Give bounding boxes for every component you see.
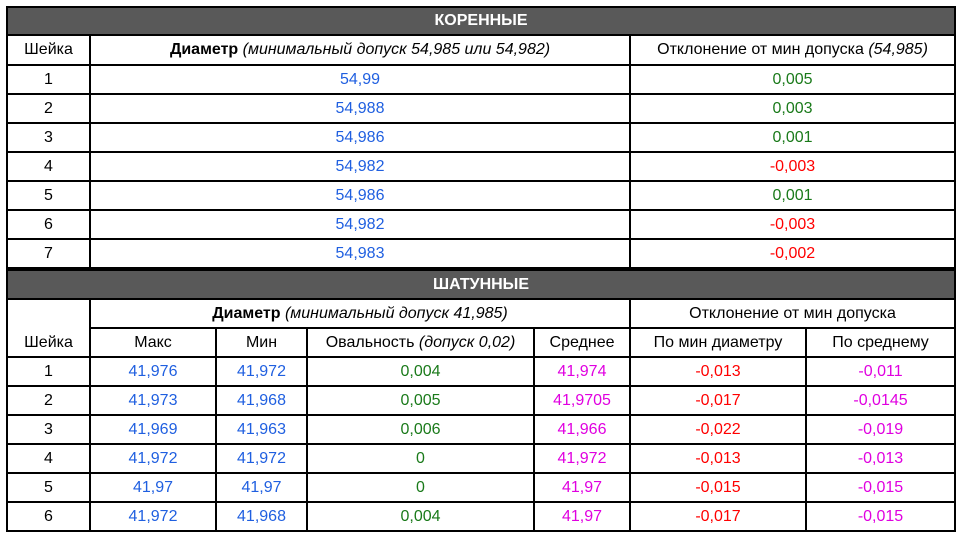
main-header-diameter-label: Диаметр [169, 41, 239, 58]
main-header-deviation-tolerance: (54,985) [868, 41, 928, 58]
deviation-by-avg-value: -0,011 [806, 357, 955, 386]
deviation-value: -0,003 [630, 152, 955, 181]
deviation-value: -0,002 [630, 239, 955, 268]
journal-number: 3 [7, 415, 90, 444]
max-diameter-value: 41,972 [90, 502, 216, 531]
diameter-value: 54,99 [90, 65, 630, 94]
deviation-by-min-value: -0,013 [630, 357, 806, 386]
deviation-by-avg-value: -0,019 [806, 415, 955, 444]
ovality-value: 0,004 [307, 502, 534, 531]
rod-journals-table [6, 269, 956, 532]
table-row [7, 357, 955, 386]
diameter-value: 54,986 [90, 181, 630, 210]
journal-number: 7 [7, 239, 90, 268]
rod-header-diameter-label: Диаметр [212, 304, 281, 322]
min-diameter-value: 41,968 [216, 502, 307, 531]
journal-number: 2 [7, 386, 90, 415]
max-diameter-value: 41,97 [90, 473, 216, 502]
deviation-value: -0,003 [630, 210, 955, 239]
deviation-by-min-value: -0,013 [630, 444, 806, 473]
rod-header-ovality-tolerance: (допуск 0,02) [418, 333, 516, 351]
rod-journals-title: ШАТУННЫЕ [7, 270, 955, 299]
main-header-deviation [630, 35, 955, 65]
deviation-by-min-value: -0,015 [630, 473, 806, 502]
deviation-value: 0,001 [630, 181, 955, 210]
table-row [7, 239, 955, 268]
average-diameter-value: 41,972 [534, 444, 630, 473]
max-diameter-value: 41,969 [90, 415, 216, 444]
journal-number: 5 [7, 181, 90, 210]
deviation-by-avg-value: -0,015 [806, 502, 955, 531]
journal-number: 5 [7, 473, 90, 502]
table-row [7, 502, 955, 531]
table-row [7, 386, 955, 415]
deviation-by-min-value: -0,022 [630, 415, 806, 444]
table-row [7, 152, 955, 181]
deviation-by-min-value: -0,017 [630, 502, 806, 531]
table-row [7, 415, 955, 444]
deviation-by-avg-value: -0,013 [806, 444, 955, 473]
main-journals-title: КОРЕННЫЕ [7, 7, 955, 35]
deviation-value: 0,003 [630, 94, 955, 123]
min-diameter-value: 41,963 [216, 415, 307, 444]
max-diameter-value: 41,972 [90, 444, 216, 473]
table-row [7, 473, 955, 502]
min-diameter-value: 41,972 [216, 444, 307, 473]
table-row [7, 181, 955, 210]
table-row [7, 123, 955, 152]
diameter-value: 54,983 [90, 239, 630, 268]
deviation-value: 0,005 [630, 65, 955, 94]
ovality-value: 0 [307, 473, 534, 502]
rod-header-deviation: Отклонение от мин допуска [630, 299, 955, 328]
rod-header-max: Макс [90, 328, 216, 357]
max-diameter-value: 41,973 [90, 386, 216, 415]
journal-number: 3 [7, 123, 90, 152]
rod-header-ovality-label: Овальность [325, 333, 415, 351]
rod-header-by-min: По мин диаметру [630, 328, 806, 357]
journal-number: 6 [7, 502, 90, 531]
average-diameter-value: 41,97 [534, 473, 630, 502]
rod-header-diameter [90, 299, 630, 328]
diameter-value: 54,988 [90, 94, 630, 123]
deviation-value: 0,001 [630, 123, 955, 152]
ovality-value: 0,004 [307, 357, 534, 386]
journal-number: 4 [7, 444, 90, 473]
rod-header-ovality [307, 328, 534, 357]
diameter-value: 54,982 [90, 152, 630, 181]
table-row [7, 94, 955, 123]
diameter-value: 54,986 [90, 123, 630, 152]
deviation-by-avg-value: -0,0145 [806, 386, 955, 415]
min-diameter-value: 41,972 [216, 357, 307, 386]
average-diameter-value: 41,9705 [534, 386, 630, 415]
diameter-value: 54,982 [90, 210, 630, 239]
rod-header-journal: Шейка [7, 299, 90, 357]
ovality-value: 0,006 [307, 415, 534, 444]
min-diameter-value: 41,97 [216, 473, 307, 502]
rod-header-by-avg: По среднему [806, 328, 955, 357]
main-header-diameter-tolerance: (минимальный допуск 54,985 или 54,982) [242, 41, 551, 58]
main-header-deviation-label: Отклонение от мин допуска [657, 41, 864, 58]
average-diameter-value: 41,966 [534, 415, 630, 444]
main-journals-table [6, 6, 956, 269]
average-diameter-value: 41,974 [534, 357, 630, 386]
journal-number: 6 [7, 210, 90, 239]
table-row [7, 444, 955, 473]
deviation-by-min-value: -0,017 [630, 386, 806, 415]
table-row [7, 210, 955, 239]
average-diameter-value: 41,97 [534, 502, 630, 531]
deviation-by-avg-value: -0,015 [806, 473, 955, 502]
ovality-value: 0 [307, 444, 534, 473]
journal-number: 1 [7, 357, 90, 386]
min-diameter-value: 41,968 [216, 386, 307, 415]
journal-number: 2 [7, 94, 90, 123]
table-row [7, 65, 955, 94]
rod-header-diameter-tolerance: (минимальный допуск 41,985) [284, 304, 508, 322]
journal-number: 4 [7, 152, 90, 181]
main-header-journal: Шейка [7, 35, 90, 65]
ovality-value: 0,005 [307, 386, 534, 415]
journal-number: 1 [7, 65, 90, 94]
rod-header-average: Среднее [534, 328, 630, 357]
main-header-diameter [90, 35, 630, 65]
max-diameter-value: 41,976 [90, 357, 216, 386]
rod-header-min: Мин [216, 328, 307, 357]
